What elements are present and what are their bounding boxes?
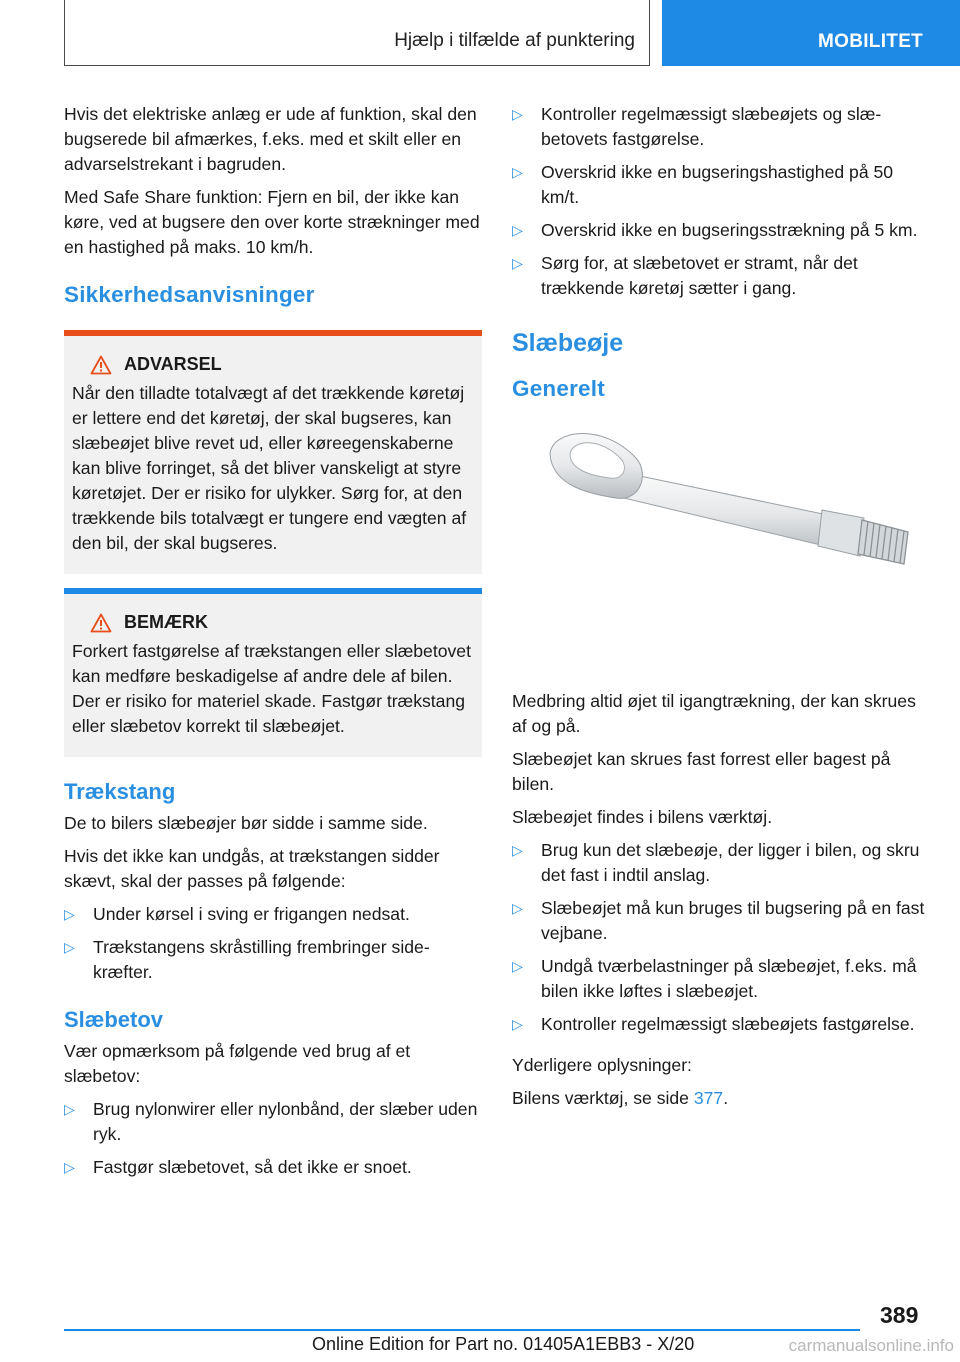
- list-item: ▷ Trækstangens skråstilling frembringer sidekræfter.: [64, 935, 482, 985]
- drawbar-list: [64, 902, 482, 985]
- bullet-triangle-icon: ▷: [512, 164, 523, 180]
- list-item: ▷ Fastgør slæbetovet, så det ikke er snoet.: [64, 1155, 482, 1180]
- notice-text: Forkert fastgørelse af trækstangen eller slæbetovet kan medføre beskadigelse af andre dele af bilen. Der er risiko for materiel skade. Fastgør trækstang eller slæbetov korrekt til slæbeøjet.: [72, 641, 471, 736]
- bullet-triangle-icon: ▷: [512, 900, 523, 916]
- list-item: ▷ Overskrid ikke en bugseringsstrækning på 5 km.: [512, 218, 928, 243]
- warning-box: [64, 330, 482, 574]
- notice-box: [64, 588, 482, 757]
- towrope-list: [64, 1097, 482, 1180]
- list-item: ▷ Kontroller regelmæssigt slæbeøjets og slæbetovets fastgørelse.: [512, 102, 928, 152]
- bullet-triangle-icon: ▷: [64, 1101, 75, 1117]
- chapter-title: Hjælp i tilfælde af punktering: [394, 30, 635, 51]
- towing-eye-illustration: [512, 424, 928, 644]
- warning-label: ADVARSEL: [124, 354, 222, 374]
- towing-eye-heading: Slæbeøje: [512, 329, 624, 357]
- bullet-triangle-icon: ▷: [512, 1016, 523, 1032]
- drawbar-heading: Trækstang: [64, 779, 176, 804]
- towrope-paragraph-1: Vær opmærksom på følgende ved brug af et slæbetov:: [64, 1041, 411, 1086]
- intro-paragraph-1: Hvis det elektriske anlæg er ude af funktion, skal den bugserede bil afmærkes, f.eks. med et skilt eller en advarselstrekant i bagruden.: [64, 104, 477, 174]
- towing-eye-list: [512, 838, 928, 1037]
- bullet-triangle-icon: ▷: [512, 106, 523, 122]
- notice-header: [90, 612, 474, 633]
- page-reference-link[interactable]: 377: [693, 1088, 724, 1108]
- list-item: ▷ Overskrid ikke en bugseringshastighed på 50 km/t.: [512, 160, 928, 210]
- bullet-triangle-icon: ▷: [512, 222, 523, 238]
- bullet-triangle-icon: ▷: [64, 1159, 75, 1175]
- general-paragraph-2: Slæbeøjet kan skrues fast forrest eller bagest på bilen.: [512, 749, 891, 794]
- bullet-triangle-icon: ▷: [512, 255, 523, 271]
- left-column: [64, 102, 482, 1188]
- bullet-triangle-icon: ▷: [64, 939, 75, 955]
- warning-icon: [90, 355, 112, 375]
- cross-reference: Bilens værktøj, se side 377.: [512, 1088, 729, 1108]
- warning-header: [90, 354, 474, 375]
- general-heading: Generelt: [512, 376, 605, 401]
- more-info-label: Yderligere oplysninger:: [512, 1055, 692, 1075]
- list-item: ▷ Sørg for, at slæbetovet er stramt, når det trækkende køretøj sætter i gang.: [512, 251, 928, 301]
- list-item: ▷ Kontroller regelmæssigt slæbeøjets fastgørelse.: [512, 1012, 928, 1037]
- towrope-checks-list: [512, 102, 928, 301]
- section-label: MOBILITET: [818, 31, 924, 52]
- header-section-tab: [662, 0, 960, 66]
- right-column: [512, 102, 928, 1119]
- bullet-triangle-icon: ▷: [512, 842, 523, 858]
- edition-text: Online Edition for Part no. 01405A1EBB3 - X/20: [312, 1334, 695, 1354]
- towrope-heading: Slæbetov: [64, 1007, 164, 1032]
- notice-label: BEMÆRK: [124, 612, 208, 632]
- drawbar-paragraph-1: De to bilers slæbeøjer bør sidde i samme side.: [64, 813, 428, 833]
- drawbar-paragraph-2: Hvis det ikke kan undgås, at trækstangen sidder skævt, skal der passes på følgende:: [64, 846, 440, 891]
- bullet-triangle-icon: ▷: [64, 906, 75, 922]
- intro-paragraph-2: Med Safe Share funktion: Fjern en bil, der ikke kan køre, ved at bugsere den over korte strækninger med en hastighed på maks. 10 km/h.: [64, 187, 480, 257]
- general-paragraph-1: Medbring altid øjet til igangtrækning, der kan skrues af og på.: [512, 691, 916, 736]
- list-item: ▷ Slæbeøjet må kun bruges til bugsering på en fast vejbane.: [512, 896, 928, 946]
- list-item: ▷ Undgå tværbelastninger på slæbeøjet, f.eks. må bilen ikke løftes i slæbeøjet.: [512, 954, 928, 1004]
- list-item: ▷ Brug kun det slæbeøje, der ligger i bilen, og skru det fast i indtil anslag.: [512, 838, 928, 888]
- header-chapter-box: [64, 0, 650, 66]
- safety-heading: Sikkerhedsanvisninger: [64, 282, 315, 307]
- warning-icon: [90, 613, 112, 633]
- footer-divider: [64, 1329, 860, 1331]
- list-item: ▷ Brug nylonwirer eller nylonbånd, der slæber uden ryk.: [64, 1097, 482, 1147]
- bullet-triangle-icon: ▷: [512, 958, 523, 974]
- general-paragraph-3: Slæbeøjet findes i bilens værktøj.: [512, 807, 773, 827]
- list-item: ▷ Under kørsel i sving er frigangen nedsat.: [64, 902, 482, 927]
- watermark: carmanualsonline.info: [788, 1336, 954, 1355]
- page-number: 389: [880, 1302, 919, 1328]
- warning-text: Når den tilladte totalvægt af det trækkende køretøj er lettere end det køretøj, der skal bugseres, kan slæbeøjet blive revet ud, eller køreegenskaberne kan blive forringet, så det bliver vanskeligt at styre køretøjet. Der er risiko for ulykker. Sørg for, at den trækkende bils totalvægt er tungere end vægten af den bil, der skal bugseres.: [72, 383, 467, 553]
